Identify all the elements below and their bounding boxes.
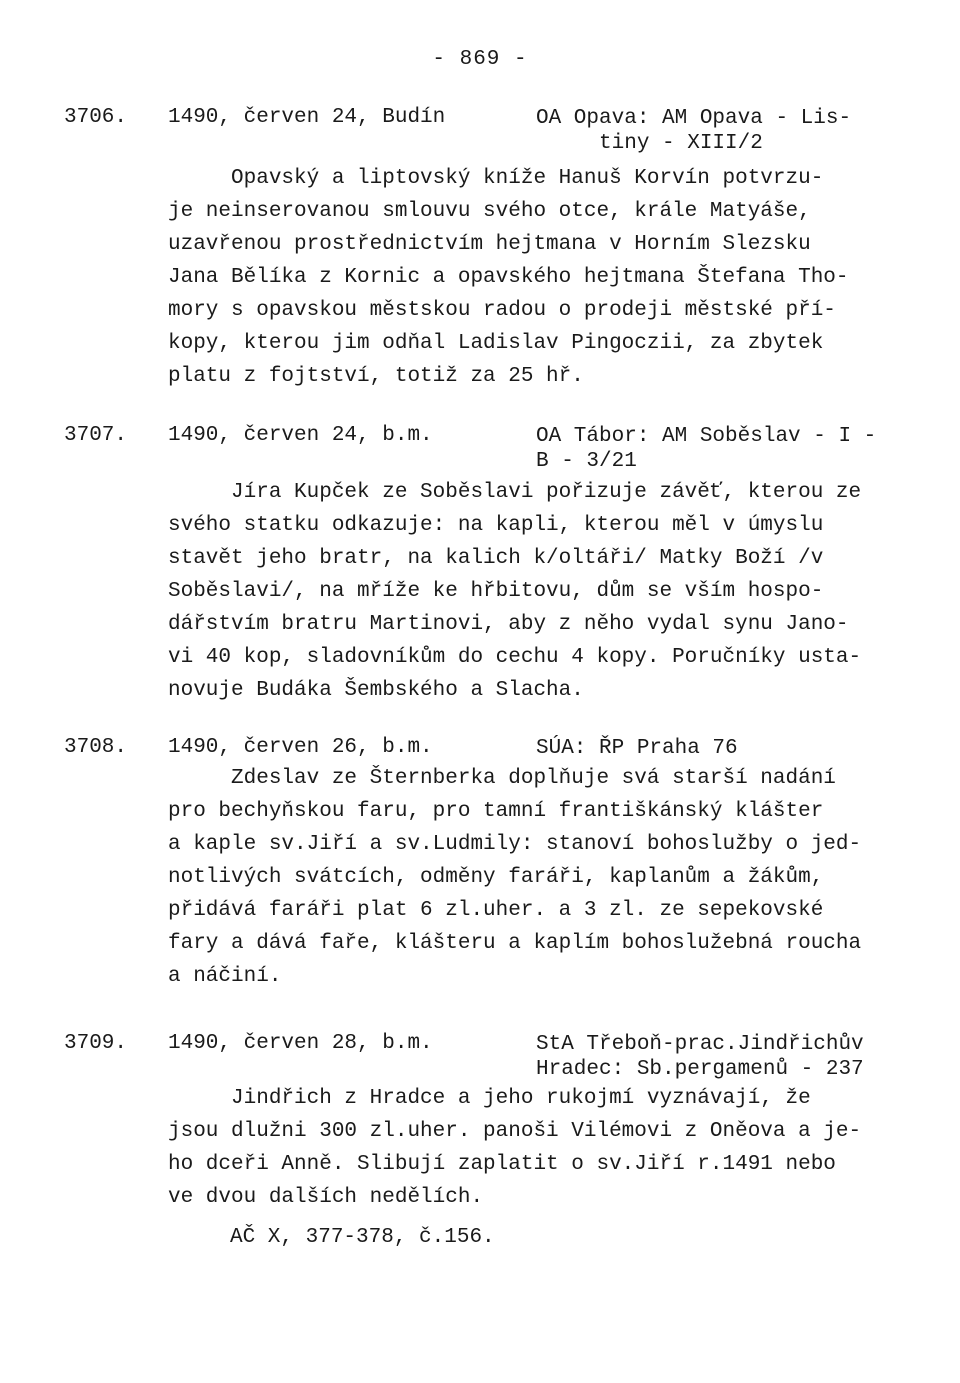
body-line: jsou dlužni 300 zl.uher. panoši Vilémovi z Oněova a je- [168, 1120, 862, 1143]
body-line: ho dceři Anně. Slibují zaplatit o sv.Jiří r.1491 nebo [168, 1153, 836, 1176]
body-line: fary a dává faře, klášteru a kaplím bohoslužebná roucha [168, 932, 862, 955]
body-line: Opavský a liptovský kníže Hanuš Korvín potvrzu- [168, 167, 824, 190]
citation: AČ X, 377-378, č.156. [230, 1226, 495, 1249]
source-line: OA Opava: AM Opava - Lis- [536, 107, 852, 130]
page-number: - 869 - [432, 48, 528, 71]
entry-body [168, 162, 908, 393]
body-line: mory s opavskou městskou radou o prodeji městské pří- [168, 299, 836, 322]
body-line: kopy, kterou jim odňal Ladislav Pingoczii, za zbytek [168, 332, 824, 355]
body-line: pro bechyňskou faru, pro tamní františkánský klášter [168, 800, 824, 823]
body-line: Jindřich z Hradce a jeho rukojmí vyznávají, že [168, 1087, 811, 1110]
entry-number: 3706. [64, 106, 128, 129]
entry-body [168, 1082, 908, 1214]
entry-body [168, 476, 908, 707]
body-line: je neinserovanou smlouvu svého otce, krále Matyáše, [168, 200, 811, 223]
body-line: stavět jeho bratr, na kalich k/oltáři/ Matky Boží /v [168, 547, 824, 570]
entry-number: 3709. [64, 1032, 128, 1055]
body-line: přidává faráři plat 6 zl.uher. a 3 zl. ze sepekovské [168, 899, 824, 922]
body-line: uzavřenou prostřednictvím hejtmana v Horním Slezsku [168, 233, 811, 256]
body-line: a kaple sv.Jiří a sv.Ludmily: stanoví bohoslužby o jed- [168, 833, 862, 856]
body-line: a náčiní. [168, 965, 282, 988]
body-line: svého statku odkazuje: na kapli, kterou měl v úmyslu [168, 514, 824, 537]
entry-source [536, 106, 908, 156]
source-line: SÚA: ŘP Praha 76 [536, 737, 738, 760]
entry-body [168, 762, 908, 993]
body-line: ve dvou dalších nedělích. [168, 1186, 484, 1209]
entry-date: 1490, červen 24, Budín [168, 106, 446, 129]
entry-date: 1490, červen 24, b.m. [168, 424, 433, 447]
body-line: Soběslavi/, na mříže ke hřbitovu, dům se vším hospo- [168, 580, 824, 603]
source-line: B - 3/21 [536, 450, 637, 473]
entry-source [536, 424, 908, 474]
source-line: StA Třeboň-prac.Jindřichův [536, 1033, 864, 1056]
source-line: tiny - XIII/2 [536, 132, 763, 155]
body-line: Jíra Kupček ze Soběslavi pořizuje závěť, kterou ze [168, 481, 862, 504]
entry-number: 3707. [64, 424, 128, 447]
body-line: Jana Bělíka z Kornic a opavského hejtmana Štefana Tho- [168, 266, 849, 289]
entry-source [536, 1032, 908, 1082]
entry-date: 1490, červen 28, b.m. [168, 1032, 433, 1055]
source-line: Hradec: Sb.pergamenů - 237 [536, 1058, 864, 1081]
entry-number: 3708. [64, 736, 128, 759]
body-line: vi 40 kop, sladovníkům do cechu 4 kopy. Poručníky usta- [168, 646, 862, 669]
entry-date: 1490, červen 26, b.m. [168, 736, 433, 759]
body-line: dářstvím bratru Martinovi, aby z něho vydal synu Jano- [168, 613, 849, 636]
entry-source [536, 736, 908, 761]
body-line: platu z fojtství, totiž za 25 hř. [168, 365, 584, 388]
source-line: OA Tábor: AM Soběslav - I - [536, 425, 877, 448]
body-line: notlivých svátcích, odměny faráři, kaplanům a žákům, [168, 866, 824, 889]
body-line: Zdeslav ze Šternberka doplňuje svá starší nadání [168, 767, 836, 790]
body-line: novuje Budáka Šembského a Slacha. [168, 679, 584, 702]
